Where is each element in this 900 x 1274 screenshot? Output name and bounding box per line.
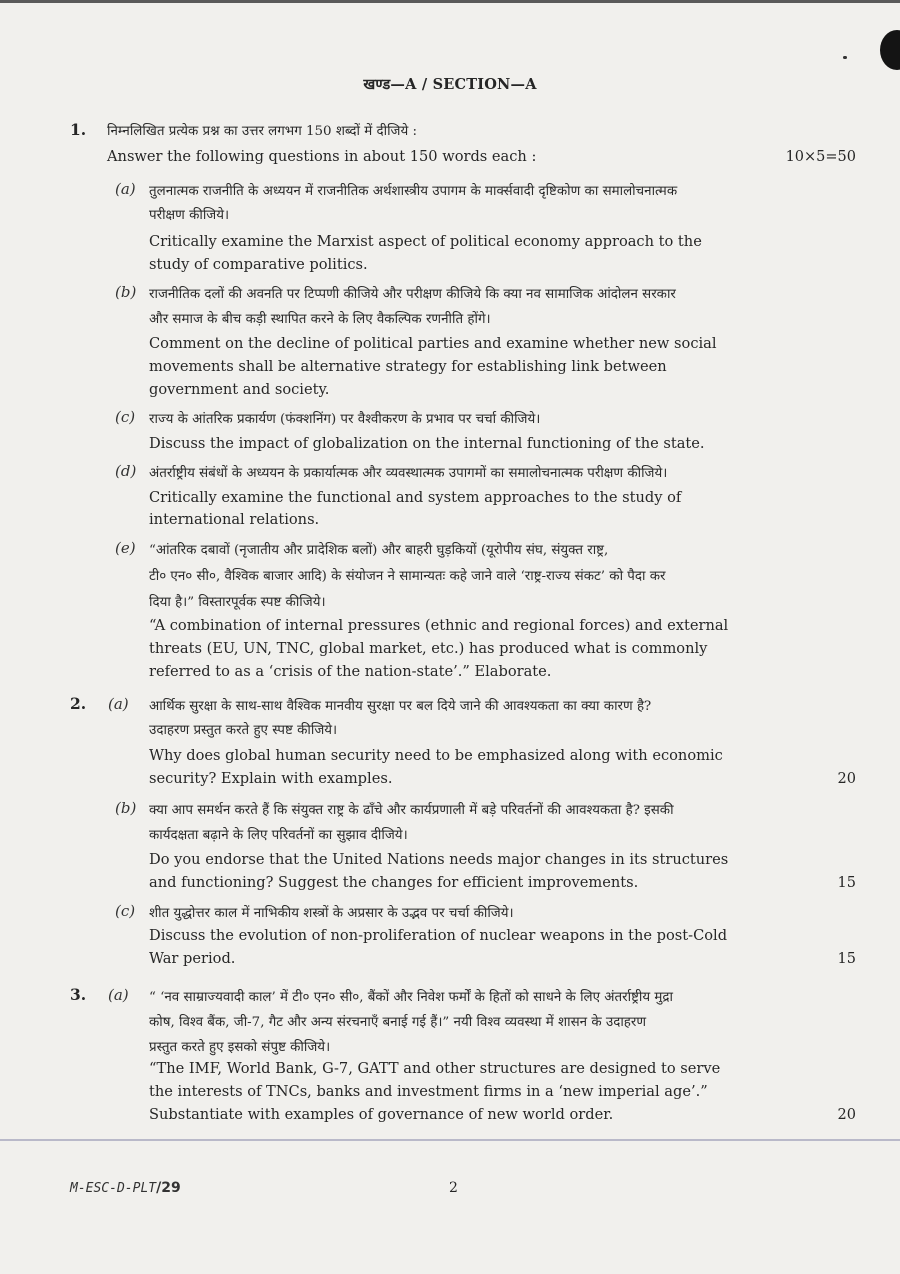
question-text-english: Do you endorse that the United Nations needs major changes in its structures (149, 851, 729, 868)
question-text-english: Discuss the impact of globalization on the internal functioning of the state. (149, 435, 705, 452)
marks: 20 (837, 1107, 856, 1123)
question-text-hindi: उदाहरण प्रस्तुत करते हुए स्पष्ट कीजिये। (149, 723, 338, 738)
question-text-english: and functioning? Suggest the changes for efficient improvements. (149, 874, 639, 891)
question-instruction-hindi: निम्नलिखित प्रत्येक प्रश्न का उत्तर लगभग 150 शब्दों में दीजिये : (107, 124, 418, 139)
question-text-english: government and society. (149, 381, 330, 398)
question-number: 1. (70, 120, 87, 139)
question-text-english: War period. (149, 950, 236, 967)
ink-blot (880, 30, 900, 70)
marks: 15 (837, 951, 856, 967)
question-text-hindi: “ ‘नव साम्राज्यवादी काल’ में टी० एन० सी०, बैंकों और निवेश फर्मों के हितों को साधने के लिए अंतर्राष्ट्रीय मुद्रा (149, 990, 673, 1005)
question-text-hindi: परीक्षण कीजिये। (149, 208, 230, 223)
question-text-english: Substantiate with examples of governance of new world order. (149, 1106, 614, 1123)
question-text-english: Critically examine the Marxist aspect of political economy approach to the (149, 233, 702, 250)
question-text-hindi: दिया है।” विस्तारपूर्वक स्पष्ट कीजिये। (149, 595, 326, 610)
part-label: (a) (108, 986, 129, 1004)
question-text-english: threats (EU, UN, TNC, global market, etc.) has produced what is commonly (149, 640, 708, 657)
part-label: (c) (115, 902, 136, 920)
question-text-hindi: प्रस्तुत करते हुए इसको संपुष्ट कीजिये। (149, 1040, 331, 1055)
ink-speck (843, 56, 847, 59)
section-heading: खण्ड—A / SECTION—A (363, 76, 537, 93)
page-rule (0, 1139, 900, 1141)
question-text-english: international relations. (149, 511, 320, 528)
marks: 20 (837, 771, 856, 787)
question-text-hindi: राजनीतिक दलों की अवनति पर टिप्पणी कीजिये और परीक्षण कीजिये कि क्या नव सामाजिक आंदोलन सरकार (149, 287, 676, 302)
question-text-hindi: “आंतरिक दबावों (नृजातीय और प्रादेशिक बलों) और बाहरी घुड़कियों (यूरोपीय संघ, संयुक्त राष्ट्र, (149, 543, 609, 558)
question-text-hindi: अंतर्राष्ट्रीय संबंधों के अध्ययन के प्रकार्यात्मक और व्यवस्थात्मक उपागमों का समालोचनात्मक परीक्षण कीजिये। (149, 466, 668, 481)
question-number: 2. (70, 694, 87, 713)
scan-edge (0, 0, 900, 3)
part-label: (a) (108, 695, 129, 713)
question-text-english: referred to as a ‘crisis of the nation-state’.” Elaborate. (149, 663, 552, 680)
question-instruction-english: Answer the following questions in about 150 words each : (107, 148, 537, 165)
question-text-hindi: तुलनात्मक राजनीति के अध्ययन में राजनीतिक अर्थशास्त्रीय उपागम के मार्क्सवादी दृष्टिकोण का समालोचनात्मक (149, 184, 678, 199)
question-text-hindi: टी० एन० सी०, वैश्विक बाजार आदि) के संयोजन ने सामान्यतः कहे जाने वाले ‘राष्ट्र-राज्य संकट’ को पैदा कर (149, 569, 666, 584)
question-text-hindi: कोष, विश्व बैंक, जी-7, गैट और अन्य संरचनाएँ बनाई गई हैं।” नयी विश्व व्यवस्था में शासन के उदाहरण (149, 1015, 647, 1030)
question-text-english: “A combination of internal pressures (ethnic and regional forces) and external (149, 617, 729, 634)
question-text-hindi: राज्य के आंतरिक प्रकार्यण (फंक्शनिंग) पर वैश्वीकरण के प्रभाव पर चर्चा कीजिये। (149, 412, 541, 427)
question-text-hindi: क्या आप समर्थन करते हैं कि संयुक्त राष्ट्र के ढाँचे और कार्यप्रणाली में बड़े परिवर्तनों की आवश्यकता है? इसकी (149, 803, 674, 818)
question-text-english: the interests of TNCs, banks and investment firms in a ‘new imperial age’.” (149, 1083, 708, 1100)
part-label: (b) (115, 283, 137, 301)
question-text-english: movements shall be alternative strategy for establishing link between (149, 358, 667, 375)
part-label: (d) (115, 462, 137, 480)
question-text-hindi: कार्यदक्षता बढ़ाने के लिए परिवर्तनों का सुझाव दीजिये। (149, 828, 408, 843)
question-text-english: Critically examine the functional and system approaches to the study of (149, 489, 682, 506)
question-text-hindi: शीत युद्धोत्तर काल में नाभिकीय शस्त्रों के अप्रसार के उद्भव पर चर्चा कीजिये। (149, 906, 514, 921)
paper-code (70, 1180, 181, 1196)
question-number: 3. (70, 985, 87, 1004)
part-label: (a) (115, 180, 136, 198)
question-text-english: Comment on the decline of political parties and examine whether new social (149, 335, 717, 352)
question-text-english: Why does global human security need to be emphasized along with economic (149, 747, 723, 764)
marks: 10×5=50 (785, 149, 856, 165)
paper-code-suffix: /29 (156, 1180, 181, 1196)
question-text-hindi: आर्थिक सुरक्षा के साथ-साथ वैश्विक मानवीय सुरक्षा पर बल दिये जाने की आवश्यकता का क्या कारण है? (149, 699, 652, 714)
paper-code-text: M-ESC-D-PLT (70, 1181, 157, 1196)
question-text-english: “The IMF, World Bank, G-7, GATT and other structures are designed to serve (149, 1060, 721, 1077)
part-label: (e) (115, 539, 136, 557)
part-label: (c) (115, 408, 136, 426)
question-text-english: security? Explain with examples. (149, 770, 393, 787)
question-text-hindi: और समाज के बीच कड़ी स्थापित करने के लिए वैकल्पिक रणनीति होंगे। (149, 312, 491, 327)
marks: 15 (837, 875, 856, 891)
question-text-english: Discuss the evolution of non-proliferation of nuclear weapons in the post-Cold (149, 927, 728, 944)
question-text-english: study of comparative politics. (149, 256, 368, 273)
part-label: (b) (115, 799, 137, 817)
page-number: 2 (449, 1180, 458, 1196)
